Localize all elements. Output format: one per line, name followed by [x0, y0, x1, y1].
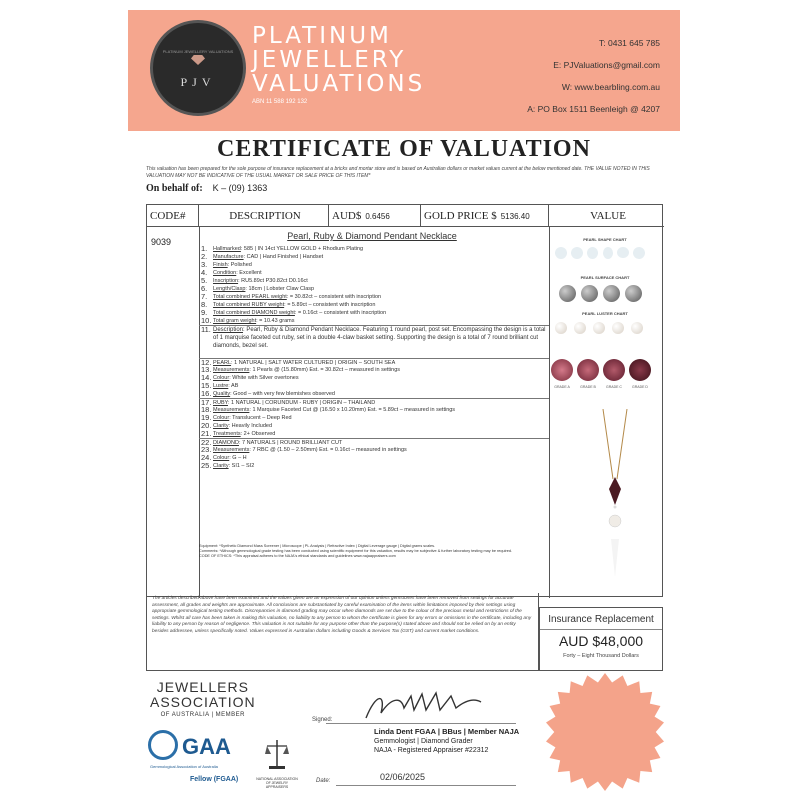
grade-label: GRADE D: [632, 385, 648, 389]
insurance-amount: AUD $48,000: [540, 629, 662, 649]
row-text: : 1 NATURAL | SALT WATER CULTURED | ORIGIN – SOUTH SEA: [231, 360, 396, 366]
document-title: CERTIFICATE OF VALUATION: [217, 136, 591, 162]
necklace-photo: [595, 409, 635, 579]
pearl-surface-icon: [581, 285, 598, 302]
grade-label: GRADE C: [606, 385, 622, 389]
ruby-grade-icon: [603, 359, 625, 381]
spec-row: [199, 253, 549, 261]
spec-row: [199, 430, 549, 438]
pearl-surface-icon: [559, 285, 576, 302]
spec-row: [199, 293, 549, 301]
row-label: Clarity: [213, 463, 229, 469]
pearl-luster-icon: [612, 322, 624, 334]
signature-image: [356, 688, 486, 723]
ruby-grade-icon: [551, 359, 573, 381]
ruby-grade-icon: [577, 359, 599, 381]
insurance-box: [539, 607, 663, 671]
header-code: CODE#: [147, 205, 199, 227]
pearl-luster-icon: [555, 322, 567, 334]
row-label: Total combined PEARL weight: [213, 294, 287, 300]
header-aud: [329, 205, 421, 227]
aud-value: 0.6456: [365, 212, 390, 221]
gaa-logo: [148, 730, 268, 785]
row-text: : = 5.89ct – consistent with inscription: [284, 302, 376, 308]
row-label: Quality: [213, 391, 231, 397]
spec-row: [199, 454, 549, 462]
spec-row: [199, 269, 549, 277]
row-label: Clarity: [213, 423, 229, 429]
signed-label: Signed:: [312, 717, 333, 723]
pearl-shape-icon: [633, 247, 645, 259]
row-label: RUBY: [213, 400, 228, 406]
header-gold: [421, 205, 549, 227]
pearl-luster-chart-title: PEARL LUSTER CHART: [582, 311, 628, 316]
header-description: DESCRIPTION: [199, 205, 329, 227]
row-number: 2.: [201, 252, 208, 261]
row-number: 25.: [201, 461, 212, 470]
product-title: Pearl, Ruby & Diamond Pendant Necklace: [287, 231, 457, 241]
row-label: Measurements: [213, 447, 250, 453]
pearl-shape-chart-title: PEARL SHAPE CHART: [583, 237, 627, 242]
row-label: Colour: [213, 375, 230, 381]
row-number: 23.: [201, 445, 212, 454]
row-text: : Polished: [227, 262, 252, 268]
date-label: Date:: [316, 778, 331, 784]
abn-number: ABN 11 588 192 132: [252, 99, 308, 105]
row-label: Finish: [213, 262, 228, 268]
pearl-surface-chart-title: PEARL SURFACE CHART: [580, 275, 630, 280]
row-text: : SI1 – SI2: [228, 463, 255, 469]
pearl-shape-icon: [603, 247, 613, 259]
date-line: [336, 785, 516, 786]
gaa-fellow: Fellow (FGAA): [190, 776, 239, 783]
contact-address: A: PO Box 1511 Beenleigh @ 4207: [527, 104, 660, 114]
row-text: : RU5.89ct P30.82ct D0.16ct: [238, 278, 308, 284]
row-label: Measurements: [213, 407, 250, 413]
ja-line: JEWELLERS: [156, 679, 249, 695]
row-number: 24.: [201, 453, 212, 462]
signer-role: Gemmologist | Diamond Grader: [374, 738, 473, 745]
row-label: Length/Clasp: [213, 286, 246, 292]
logo-ring-text: PLATINUM JEWELLERY VALUATIONS: [162, 49, 234, 54]
row-label: PEARL: [213, 360, 232, 366]
spec-row: [199, 398, 549, 406]
contact-email: E: PJValuations@gmail.com: [553, 60, 660, 70]
valuation-table: [146, 204, 663, 597]
seal-stamp: [546, 673, 664, 791]
naja-logo: [256, 738, 298, 789]
row-label: Inscription: [213, 278, 239, 284]
spec-row: [199, 374, 549, 382]
pearl-surface-icon: [603, 285, 620, 302]
row-number: 3.: [201, 260, 208, 269]
grade-label: GRADE B: [580, 385, 596, 389]
row-number: 8.: [201, 300, 208, 309]
row-number: 1.: [201, 244, 208, 253]
row-label: Colour: [213, 455, 230, 461]
row-text: : 2+ Observed: [240, 431, 276, 437]
spec-list: [199, 245, 549, 470]
row-number: 11.: [201, 325, 211, 334]
pearl-luster-icon: [574, 322, 586, 334]
row-number: 4.: [201, 268, 208, 277]
row-label: Total combined DIAMOND weight: [213, 310, 295, 316]
spec-row: [199, 462, 549, 470]
row-label: Manufacture: [213, 254, 244, 260]
gaa-globe-icon: [148, 730, 178, 760]
row-number: 22.: [201, 438, 212, 447]
row-number: 12.: [201, 358, 212, 367]
spec-row: [199, 382, 549, 390]
pearl-shape-icon: [587, 247, 598, 259]
row-text: : Heavily Included: [228, 423, 273, 429]
row-number: 19.: [201, 413, 212, 422]
row-text: : White with Silver overtones: [229, 375, 299, 381]
row-number: 21.: [201, 429, 212, 438]
row-label: Total combined RUBY weight: [213, 302, 285, 308]
spec-row: [199, 414, 549, 422]
row-label: Colour: [213, 415, 230, 421]
gaa-sub: Gemmological Association of Australia: [150, 764, 218, 769]
row-label: Hallmarked: [213, 246, 241, 252]
row-label: DIAMOND: [213, 440, 239, 446]
description-row: [199, 325, 549, 358]
ruby-grade-icon: [629, 359, 651, 381]
row-text: : AB: [228, 383, 239, 389]
behalf-value: K – (09) 1363: [212, 183, 268, 193]
row-number: 15.: [201, 381, 212, 390]
row-number: 10.: [201, 316, 212, 325]
row-text: : 585 | IN 14ct YELLOW GOLD + Rhodium Plating: [240, 246, 364, 252]
spec-row: [199, 277, 549, 285]
signer-name: Linda Dent FGAA | BBus | Member NAJA: [374, 727, 520, 736]
intro-text: This valuation has been prepared for the sole purpose of insurance replacement at a bricks and mortar store and is based on Australian dollars or market values current at the below mentioned date. THE VALUE NOTED IN THIS VALUATION MAY NOT BE INDICATIVE OF THE USUAL MARKET OR SALE PRICE OF THIS ITEM*: [146, 166, 650, 179]
spec-row: [199, 406, 549, 414]
table-header: [147, 205, 664, 227]
row-number: 7.: [201, 292, 208, 301]
contact-phone: T: 0431 645 785: [599, 38, 660, 48]
date-value: 02/06/2025: [380, 772, 426, 782]
ja-logo: [150, 680, 256, 720]
gold-label: GOLD PRICE $: [424, 210, 497, 222]
pearl-surface-icon: [625, 285, 642, 302]
row-label: Condition: [213, 270, 237, 276]
gold-value: 5136.40: [500, 212, 530, 221]
ja-line: ASSOCIATION: [150, 694, 256, 710]
row-number: 17.: [201, 398, 212, 407]
disclaimer: The articles described above have been examined and the values given are an expression of our opinion unless gemstones have been removed from settings for accurate assessment, all grades and weights are approximate. All conclusions are substantiated by careful examination of the items within limitations imposed by their settings using appropriate gemmological testing methods. Discrepancies in diamond grading may occur when diamonds are set due to the colour of the precious metal and restrictions of the settings. Whilst all care has been taken in making this valuation, no liability to any person to whom the certificate is given for any errors or omissions in the certificate, including any liability to any person by reason of negligence. This valuation is not suitable for any purpose other than the purpose(s) stated above and should not be relied on by an entity besides addressee, unless specifically noted. Values expressed in Australian dollars including Goods & Services Tax (GST) and current market conditions.: [146, 593, 539, 671]
pearl-shape-icon: [571, 247, 583, 259]
header-value: VALUE: [590, 210, 626, 222]
ja-sub: OF AUSTRALIA | MEMBER: [160, 712, 246, 718]
spec-row: [199, 285, 549, 293]
row-number: 13.: [201, 365, 212, 374]
row-label: Lustre: [213, 383, 229, 389]
spec-row: [199, 446, 549, 454]
gaa-text: GAA: [182, 734, 231, 759]
column-divider: [549, 227, 550, 598]
row-text: : Translucent – Deep Red: [229, 415, 292, 421]
spec-row: [199, 245, 549, 253]
row-text: : 1 NATURAL | CORUNDUM - RUBY | ORIGIN – THAILAND: [227, 400, 376, 406]
row-number: 14.: [201, 373, 212, 382]
certificate-page: [128, 8, 680, 792]
row-text: : Excellent: [236, 270, 262, 276]
spec-row: [199, 301, 549, 309]
footnote-ethics: CODE OF ETHICS: *This appraisal adheres to the NAJA's ethical standards and guidelines www.najaappraisers.com: [199, 553, 396, 558]
brand-line: PLATINUM: [252, 23, 392, 49]
row-text: : = 10.43 grams: [256, 318, 295, 324]
behalf-label: On behalf of:: [146, 183, 203, 194]
row-number: 18.: [201, 405, 212, 414]
brand-line: VALUATIONS: [252, 71, 426, 97]
pearl-luster-icon: [593, 322, 605, 334]
spec-row: [199, 358, 549, 366]
row-text: : = 0.16ct – consistent with inscription: [294, 310, 387, 316]
signature-line: [326, 723, 516, 724]
row-number: 20.: [201, 421, 212, 430]
gem-icon: [191, 55, 205, 65]
spec-row: [199, 422, 549, 430]
signer-block: [374, 727, 519, 755]
row-text: : 1 Marquise Faceted Cut @ (16.50 x 10.20mm) Est. = 5.89ct – measured in settings: [249, 407, 456, 413]
footnote-comments: Comments: *Although gemmological grade testing has been conducted using scientific equipment for this valuation, results may be subjective & further laboratory testing may be required.: [199, 548, 512, 553]
row-text: : 1 Pearls @ (15.80mm) Est. = 30.82ct – measured in settings: [249, 367, 401, 373]
brand-line: JEWELLERY: [252, 47, 407, 73]
insurance-words: Forty – Eight Thousand Dollars: [563, 653, 639, 659]
row-text: : CAD | Hand Finished | Handset: [243, 254, 324, 260]
spec-row: [199, 317, 549, 325]
row-label: Total gram weight: [213, 318, 257, 324]
row-text: : = 30.82ct – consistent with inscription: [286, 294, 382, 300]
row-label: Treatments: [213, 431, 241, 437]
row-number: 16.: [201, 389, 212, 398]
row-label: Measurements: [213, 367, 250, 373]
row-number: 5.: [201, 276, 208, 285]
contact-block: [527, 32, 660, 120]
row-label: Description: [213, 327, 244, 333]
row-text: : Pearl, Ruby & Diamond Pendant Necklace. Featuring 1 round pearl, post set. Encompassing the design is a total of 1 marquise faceted cut ruby, set in a double 4-claw basket setting. Supporting the design is a total of 7 round brilliant cut diamonds, bezel set.: [213, 327, 546, 349]
row-text: : Good – with very few blemishes observed: [230, 391, 335, 397]
header-band: [128, 10, 680, 131]
row-text: : G – H: [229, 455, 247, 461]
item-code: 9039: [151, 237, 172, 247]
pearl-luster-icon: [631, 322, 643, 334]
row-text: : 7 NATURALS | ROUND BRILLIANT CUT: [238, 440, 343, 446]
pearl-shape-icon: [555, 247, 567, 259]
spec-row: [199, 261, 549, 269]
insurance-label: Insurance Replacement: [548, 614, 654, 625]
contact-web: W: www.bearbling.com.au: [561, 82, 660, 92]
aud-label: AUD$: [332, 210, 362, 222]
naja-text: NATIONAL ASSOCIATION OF JEWELRY APPRAISERS: [256, 777, 298, 789]
row-text: : 18cm | Lobster Claw Clasp: [245, 286, 315, 292]
spec-row: [199, 366, 549, 374]
signer-naja: NAJA - Registered Appraiser #22312: [374, 747, 489, 754]
footnotes: [199, 544, 529, 558]
behalf-line: [146, 183, 267, 194]
spec-row: [199, 438, 549, 446]
spec-row: [199, 390, 549, 398]
footnote-equipment: Equipment: *Synthetic Diamond Mass Screener | Microscope | PL Analysis | Refractive Index | Digital Leverage gauge | Digital grams scales.: [199, 544, 436, 548]
company-logo: [150, 20, 246, 116]
pearl-shape-icon: [617, 247, 629, 258]
brand-name: [252, 24, 425, 96]
grade-label: GRADE A: [554, 385, 570, 389]
logo-initials: PJV: [180, 75, 216, 89]
spec-row: [199, 309, 549, 317]
scales-icon: [265, 738, 289, 770]
row-number: 9.: [201, 308, 208, 317]
row-text: : 7 RBC @ (1.50 – 2.50mm) Est. = 0.16ct – measured in settings: [249, 447, 407, 453]
row-number: 6.: [201, 284, 208, 293]
